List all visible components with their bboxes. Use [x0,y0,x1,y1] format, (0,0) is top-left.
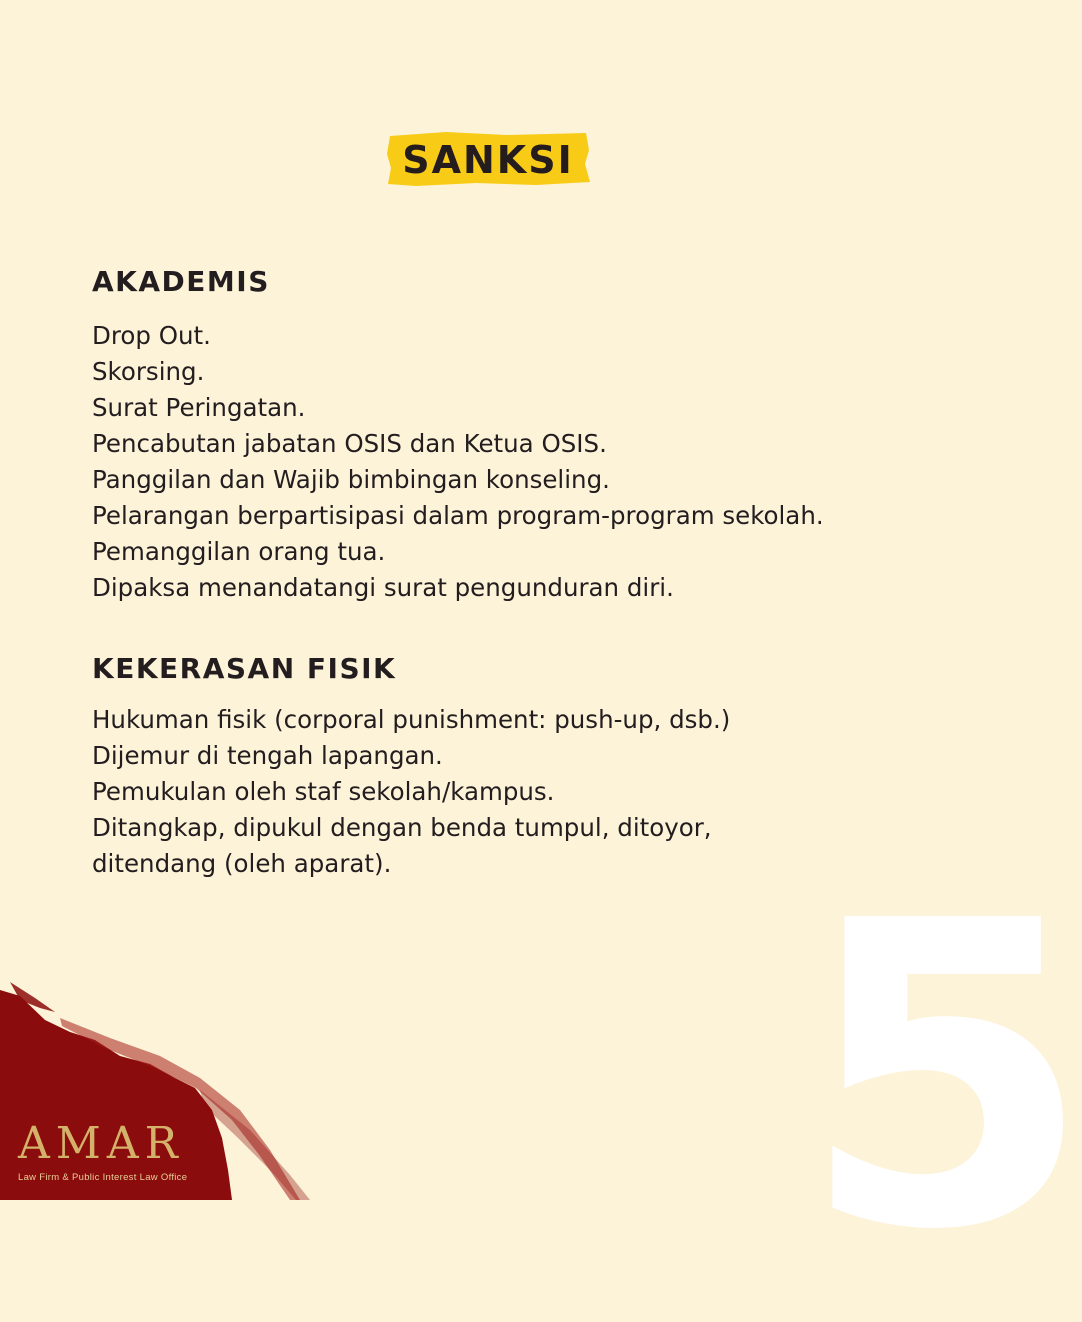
list-item: Pelarangan berpartisipasi dalam program-program sekolah. [92,501,824,530]
kekerasan-fisik-list [92,702,730,882]
list-item: Dipaksa menandatangi surat pengunduran diri. [92,573,674,602]
brand-tagline: Law Firm & Public Interest Law Office [18,1172,188,1183]
list-item: Pencabutan jabatan OSIS dan Ketua OSIS. [92,429,607,458]
akademis-list [92,318,824,606]
page-number: 5 [800,833,1082,1322]
list-item: Pemanggilan orang tua. [92,537,386,566]
title-block [386,130,590,188]
list-item: Panggilan dan Wajib bimbingan konseling. [92,465,610,494]
list-item: Surat Peringatan. [92,393,306,422]
list-item: ditendang (oleh aparat). [92,849,392,878]
list-item: Ditangkap, dipukul dengan benda tumpul, ditoyor, [92,813,712,842]
list-item: Drop Out. [92,321,211,350]
section-heading-akademis: AKADEMIS [92,265,270,298]
brand-logo-name: AMAR [18,1118,184,1169]
list-item: Dijemur di tengah lapangan. [92,741,443,770]
list-item: Skorsing. [92,357,205,386]
section-heading-kekerasan-fisik: KEKERASAN FISIK [92,652,397,685]
page-title: SANKSI [402,138,574,182]
list-item: Pemukulan oleh staf sekolah/kampus. [92,777,555,806]
list-item: Hukuman fisik (corporal punishment: push-up, dsb.) [92,705,731,734]
